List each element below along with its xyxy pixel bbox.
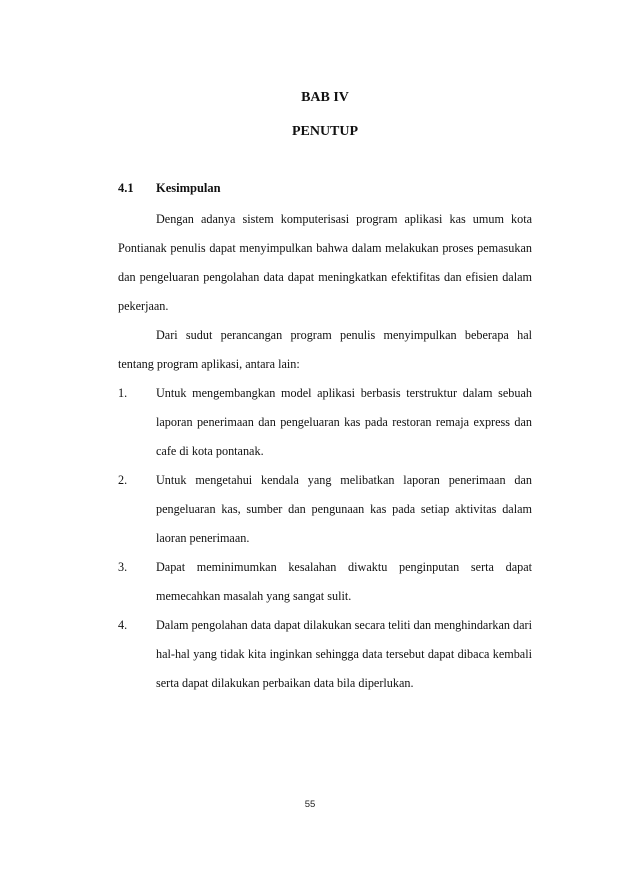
chapter-label: BAB IV	[301, 90, 349, 105]
list-item-text: Untuk mengetahui kendala yang melibatkan laporan penerimaan dan pengeluaran kas, sumber dan pengunaan kas pada setiap aktivitas dalam laoran penerimaan.	[156, 473, 532, 545]
list-item-text: Dalam pengolahan data dapat dilakukan secara teliti dan menghindarkan dari hal-hal yang tidak kita inginkan sehingga data tersebut dapat dibaca kembali serta dapat dilakukan perbaikan data bila diperlukan.	[156, 618, 532, 690]
list-item-text: Untuk mengembangkan model aplikasi berbasis terstruktur dalam sebuah laporan penerimaan dan pengeluaran kas pada restoran remaja express dan cafe di kota pontanak.	[156, 386, 532, 458]
list-item-number: 4.	[118, 618, 128, 632]
paragraph-list-lead: Dari sudut perancangan program penulis menyimpulkan beberapa hal tentang program aplikasi, antara lain:	[118, 328, 532, 371]
section-heading	[118, 181, 532, 196]
list-item	[118, 379, 532, 466]
list-item	[118, 466, 532, 553]
section-number: 4.1	[118, 181, 134, 195]
list-item	[118, 553, 532, 611]
list-item-text: Dapat meminimumkan kesalahan diwaktu penginputan serta dapat memecahkan masalah yang sangat sulit.	[156, 560, 532, 603]
chapter-title: PENUTUP	[291, 124, 359, 139]
paragraph-intro: Dengan adanya sistem komputerisasi program aplikasi kas umum kota Pontianak penulis dapat menyimpulkan bahwa dalam melakukan proses pemasukan dan pengeluaran pengolahan data dapat meningkatkan efektifitas dan efisien dalam pekerjaan.	[118, 212, 532, 313]
section-title: Kesimpulan	[156, 181, 221, 195]
list-item-number: 1.	[118, 386, 128, 400]
page-number: 55	[304, 799, 316, 810]
conclusion-list	[118, 379, 532, 698]
list-item	[118, 611, 532, 698]
list-item-number: 3.	[118, 560, 128, 574]
list-item-number: 2.	[118, 473, 128, 487]
